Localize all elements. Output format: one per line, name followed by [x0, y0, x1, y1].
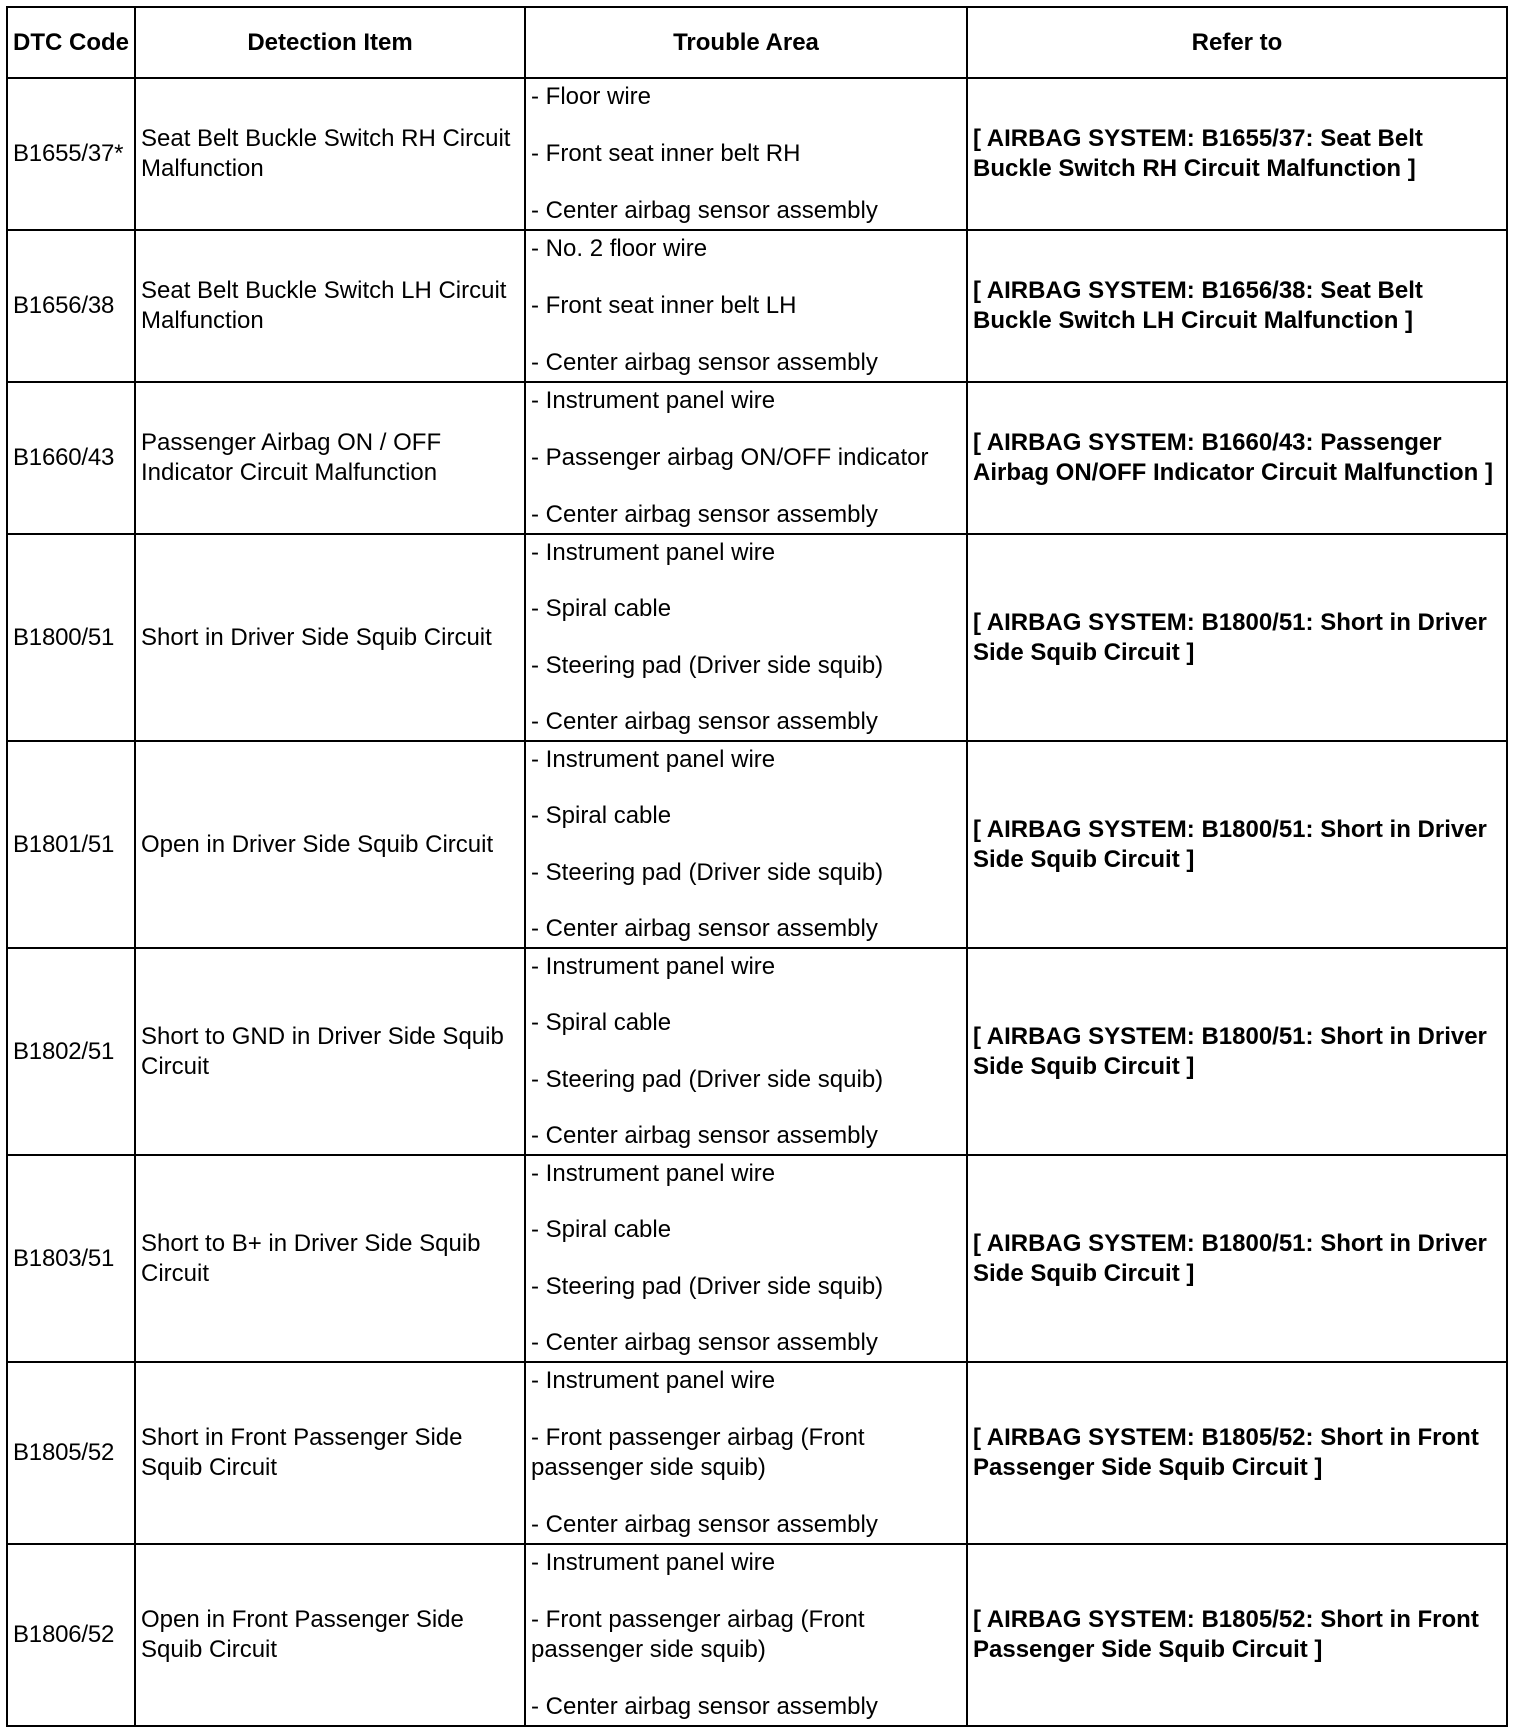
trouble-area-list: [531, 82, 961, 226]
table-header-row: [7, 7, 1507, 78]
trouble-area-item: - Front passenger airbag (Front passenger side squib): [531, 1605, 961, 1665]
dtc-code-cell: B1800/51: [7, 534, 135, 741]
trouble-area-item: - Instrument panel wire: [531, 745, 961, 775]
trouble-area-item: - Center airbag sensor assembly: [531, 1121, 961, 1151]
trouble-area-item: - Instrument panel wire: [531, 1159, 961, 1189]
detection-item-cell: Passenger Airbag ON / OFF Indicator Circuit Malfunction: [135, 382, 525, 534]
header-refer-to: Refer to: [967, 7, 1507, 78]
trouble-area-item: - Instrument panel wire: [531, 538, 961, 568]
dtc-code-cell: B1656/38: [7, 230, 135, 382]
refer-to-link[interactable]: [ AIRBAG SYSTEM: B1800/51: Short in Driver Side Squib Circuit ]: [967, 741, 1507, 948]
table-row: [7, 230, 1507, 382]
trouble-area-item: - Steering pad (Driver side squib): [531, 651, 961, 681]
trouble-area-item: - No. 2 floor wire: [531, 234, 961, 264]
detection-item-cell: Short in Driver Side Squib Circuit: [135, 534, 525, 741]
refer-to-link[interactable]: [ AIRBAG SYSTEM: B1800/51: Short in Driver Side Squib Circuit ]: [967, 948, 1507, 1155]
table-row: [7, 1544, 1507, 1726]
trouble-area-item: - Center airbag sensor assembly: [531, 1328, 961, 1358]
trouble-area-item: - Spiral cable: [531, 594, 961, 624]
dtc-table: [6, 6, 1508, 1727]
trouble-area-item: - Center airbag sensor assembly: [531, 500, 961, 530]
trouble-area-list: [531, 234, 961, 378]
trouble-area-item: - Front seat inner belt RH: [531, 139, 961, 169]
trouble-area-item: - Spiral cable: [531, 1008, 961, 1038]
refer-to-link[interactable]: [ AIRBAG SYSTEM: B1800/51: Short in Driver Side Squib Circuit ]: [967, 1155, 1507, 1362]
trouble-area-item: - Steering pad (Driver side squib): [531, 858, 961, 888]
detection-item-cell: Seat Belt Buckle Switch LH Circuit Malfunction: [135, 230, 525, 382]
refer-to-link[interactable]: [ AIRBAG SYSTEM: B1805/52: Short in Front Passenger Side Squib Circuit ]: [967, 1544, 1507, 1726]
refer-to-link[interactable]: [ AIRBAG SYSTEM: B1800/51: Short in Driver Side Squib Circuit ]: [967, 534, 1507, 741]
trouble-area-list: [531, 538, 961, 737]
trouble-area-item: - Center airbag sensor assembly: [531, 1510, 961, 1540]
trouble-area-item: - Steering pad (Driver side squib): [531, 1065, 961, 1095]
detection-item-cell: Short to B+ in Driver Side Squib Circuit: [135, 1155, 525, 1362]
table-row: [7, 78, 1507, 230]
dtc-code-cell: B1802/51: [7, 948, 135, 1155]
trouble-area-list: [531, 386, 961, 530]
trouble-area-cell: [525, 230, 967, 382]
trouble-area-item: - Front seat inner belt LH: [531, 291, 961, 321]
detection-item-cell: Open in Front Passenger Side Squib Circuit: [135, 1544, 525, 1726]
trouble-area-cell: [525, 1544, 967, 1726]
table-row: [7, 534, 1507, 741]
trouble-area-item: - Floor wire: [531, 82, 961, 112]
table-row: [7, 382, 1507, 534]
trouble-area-cell: [525, 741, 967, 948]
dtc-code-cell: B1655/37*: [7, 78, 135, 230]
table-row: [7, 741, 1507, 948]
trouble-area-item: - Passenger airbag ON/OFF indicator: [531, 443, 961, 473]
refer-to-link[interactable]: [ AIRBAG SYSTEM: B1656/38: Seat Belt Buckle Switch LH Circuit Malfunction ]: [967, 230, 1507, 382]
table-row: [7, 948, 1507, 1155]
header-dtc-code: DTC Code: [7, 7, 135, 78]
table-body: [7, 78, 1507, 1726]
dtc-code-cell: B1660/43: [7, 382, 135, 534]
trouble-area-list: [531, 1366, 961, 1540]
refer-to-link[interactable]: [ AIRBAG SYSTEM: B1805/52: Short in Front Passenger Side Squib Circuit ]: [967, 1362, 1507, 1544]
trouble-area-item: - Center airbag sensor assembly: [531, 348, 961, 378]
trouble-area-item: - Steering pad (Driver side squib): [531, 1272, 961, 1302]
trouble-area-cell: [525, 948, 967, 1155]
detection-item-cell: Short in Front Passenger Side Squib Circuit: [135, 1362, 525, 1544]
refer-to-link[interactable]: [ AIRBAG SYSTEM: B1655/37: Seat Belt Buckle Switch RH Circuit Malfunction ]: [967, 78, 1507, 230]
dtc-code-cell: B1806/52: [7, 1544, 135, 1726]
trouble-area-list: [531, 1159, 961, 1358]
trouble-area-cell: [525, 78, 967, 230]
trouble-area-cell: [525, 534, 967, 741]
dtc-code-cell: B1805/52: [7, 1362, 135, 1544]
detection-item-cell: Seat Belt Buckle Switch RH Circuit Malfunction: [135, 78, 525, 230]
header-detection-item: Detection Item: [135, 7, 525, 78]
header-trouble-area: Trouble Area: [525, 7, 967, 78]
detection-item-cell: Short to GND in Driver Side Squib Circuit: [135, 948, 525, 1155]
trouble-area-item: - Center airbag sensor assembly: [531, 1692, 961, 1722]
trouble-area-item: - Front passenger airbag (Front passenger side squib): [531, 1423, 961, 1483]
table-row: [7, 1155, 1507, 1362]
trouble-area-cell: [525, 1155, 967, 1362]
dtc-code-cell: B1801/51: [7, 741, 135, 948]
trouble-area-item: - Spiral cable: [531, 1215, 961, 1245]
trouble-area-item: - Instrument panel wire: [531, 1548, 961, 1578]
trouble-area-list: [531, 1548, 961, 1722]
table-row: [7, 1362, 1507, 1544]
trouble-area-item: - Center airbag sensor assembly: [531, 914, 961, 944]
refer-to-link[interactable]: [ AIRBAG SYSTEM: B1660/43: Passenger Airbag ON/OFF Indicator Circuit Malfunction ]: [967, 382, 1507, 534]
trouble-area-item: - Instrument panel wire: [531, 952, 961, 982]
dtc-code-cell: B1803/51: [7, 1155, 135, 1362]
trouble-area-item: - Center airbag sensor assembly: [531, 196, 961, 226]
detection-item-cell: Open in Driver Side Squib Circuit: [135, 741, 525, 948]
trouble-area-cell: [525, 1362, 967, 1544]
trouble-area-list: [531, 952, 961, 1151]
trouble-area-item: - Instrument panel wire: [531, 386, 961, 416]
trouble-area-cell: [525, 382, 967, 534]
trouble-area-item: - Center airbag sensor assembly: [531, 707, 961, 737]
trouble-area-item: - Spiral cable: [531, 801, 961, 831]
trouble-area-item: - Instrument panel wire: [531, 1366, 961, 1396]
trouble-area-list: [531, 745, 961, 944]
